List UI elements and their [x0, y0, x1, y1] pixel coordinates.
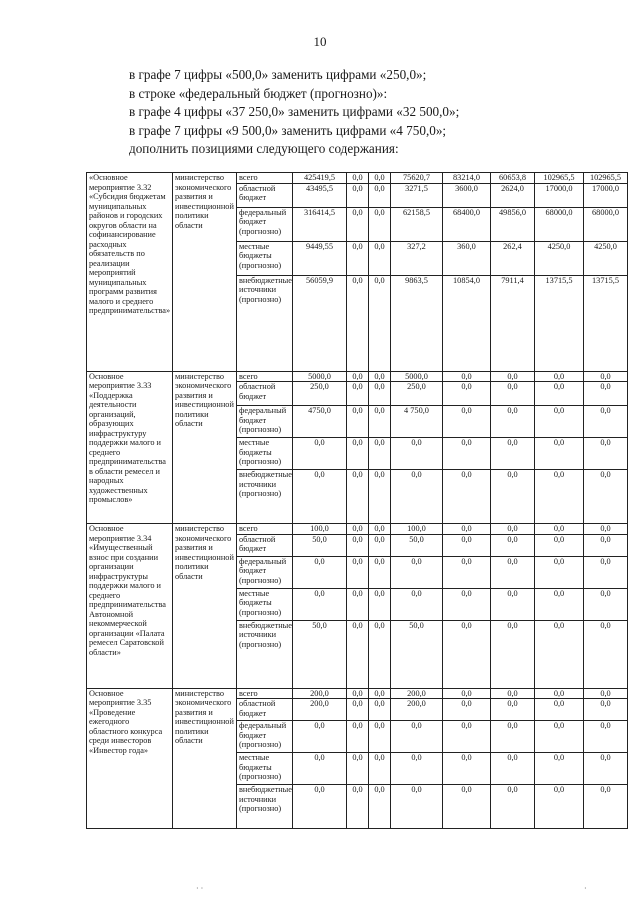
amount-cell: 10854,0	[443, 275, 491, 371]
amount-cell: 0,0	[293, 721, 347, 753]
funding-source: местные бюджеты (прогнозно)	[237, 753, 293, 785]
amount-cell: 0,0	[584, 382, 628, 406]
amount-cell: 0,0	[443, 556, 491, 588]
amount-cell: 0,0	[391, 438, 443, 470]
funding-source: федеральный бюджет (прогнозно)	[237, 556, 293, 588]
amount-cell: 0,0	[347, 382, 369, 406]
amount-cell: 0,0	[443, 406, 491, 438]
funding-source: федеральный бюджет (прогнозно)	[237, 721, 293, 753]
amount-cell: 100,0	[293, 524, 347, 535]
amount-cell: 0,0	[347, 721, 369, 753]
amount-cell: 0,0	[535, 470, 584, 524]
amount-cell: 0,0	[347, 699, 369, 721]
amount-cell: 0,0	[535, 588, 584, 620]
amount-cell: 7911,4	[491, 275, 535, 371]
amount-cell: 0,0	[443, 382, 491, 406]
amount-cell: 0,0	[369, 241, 391, 275]
amount-cell: 0,0	[347, 524, 369, 535]
amount-cell: 0,0	[347, 470, 369, 524]
amount-cell: 0,0	[391, 588, 443, 620]
funding-source: внебюджетные источники (прогнозно)	[237, 275, 293, 371]
amount-cell: 200,0	[293, 688, 347, 699]
amount-cell: 0,0	[391, 721, 443, 753]
scan-mark: · ·	[196, 884, 204, 893]
amount-cell: 0,0	[369, 371, 391, 382]
amount-cell: 0,0	[443, 438, 491, 470]
amount-cell: 0,0	[347, 688, 369, 699]
amount-cell: 0,0	[369, 183, 391, 207]
amount-cell: 0,0	[491, 753, 535, 785]
amount-cell: 0,0	[443, 371, 491, 382]
amendment-line: дополнить позициями следующего содержания:	[129, 141, 399, 156]
table-row	[87, 688, 628, 699]
amount-cell: 56059,9	[293, 275, 347, 371]
funding-table	[86, 172, 628, 829]
amount-cell: 0,0	[369, 688, 391, 699]
amount-cell: 0,0	[535, 721, 584, 753]
amount-cell: 0,0	[347, 753, 369, 785]
amount-cell: 4250,0	[535, 241, 584, 275]
amount-cell: 0,0	[491, 721, 535, 753]
amount-cell: 0,0	[491, 406, 535, 438]
amount-cell: 0,0	[535, 785, 584, 829]
amount-cell: 262,4	[491, 241, 535, 275]
amount-cell: 0,0	[347, 183, 369, 207]
measure-name: Основное мероприятие 3.33 «Поддержка деятельности организаций, образующих инфраструктуру поддержки малого и среднего предпринимательства в области ремесел и народных художественных промыслов»	[87, 371, 173, 524]
amount-cell: 0,0	[391, 753, 443, 785]
amount-cell: 0,0	[369, 470, 391, 524]
executor: министерство экономического развития и инвестиционной политики области	[173, 524, 237, 689]
amount-cell: 0,0	[491, 438, 535, 470]
amendment-line: в графе 4 цифры «37 250,0» заменить цифрами «32 500,0»;	[129, 104, 460, 119]
amount-cell: 0,0	[535, 556, 584, 588]
amount-cell: 0,0	[584, 721, 628, 753]
amount-cell: 0,0	[584, 371, 628, 382]
amount-cell: 0,0	[347, 785, 369, 829]
amount-cell: 0,0	[369, 721, 391, 753]
amount-cell: 50,0	[293, 534, 347, 556]
funding-source: областной бюджет	[237, 183, 293, 207]
amount-cell: 3271,5	[391, 183, 443, 207]
amount-cell: 50,0	[391, 534, 443, 556]
amount-cell: 0,0	[369, 534, 391, 556]
amount-cell: 250,0	[391, 382, 443, 406]
amount-cell: 0,0	[347, 406, 369, 438]
amendment-text	[129, 66, 459, 159]
amount-cell: 0,0	[347, 438, 369, 470]
table-row	[87, 371, 628, 382]
amount-cell: 17000,0	[535, 183, 584, 207]
amount-cell: 2624,0	[491, 183, 535, 207]
amount-cell: 13715,5	[535, 275, 584, 371]
amount-cell: 4250,0	[584, 241, 628, 275]
funding-source: всего	[237, 173, 293, 184]
amount-cell: 0,0	[584, 438, 628, 470]
amount-cell: 200,0	[293, 699, 347, 721]
amount-cell: 0,0	[443, 699, 491, 721]
amount-cell: 68400,0	[443, 207, 491, 241]
executor: министерство экономического развития и инвестиционной политики области	[173, 173, 237, 372]
measure-name: «Основное мероприятие 3.32 «Субсидия бюджетам муниципальных районов и городских округов области на софинансирование расходных обязательств по реализации мероприятий муниципальных программ развития малого и среднего предпринимательства»	[87, 173, 173, 372]
measure-name: Основное мероприятие 3.34 «Имущественный взнос при создании организации инфраструктуры поддержки малого и среднего предпринимательства Автономной некоммерческой организации «Палата ремесел Саратовской области»	[87, 524, 173, 689]
amount-cell: 0,0	[491, 470, 535, 524]
amount-cell: 0,0	[369, 438, 391, 470]
amount-cell: 0,0	[584, 620, 628, 688]
amount-cell: 0,0	[347, 207, 369, 241]
amount-cell: 60653,8	[491, 173, 535, 184]
table-body	[87, 173, 628, 829]
amount-cell: 0,0	[584, 753, 628, 785]
amount-cell: 0,0	[491, 556, 535, 588]
page-number: 10	[313, 34, 327, 49]
amount-cell: 0,0	[535, 406, 584, 438]
amount-cell: 0,0	[443, 620, 491, 688]
amount-cell: 100,0	[391, 524, 443, 535]
amount-cell: 0,0	[535, 699, 584, 721]
amount-cell: 0,0	[443, 534, 491, 556]
funding-source: внебюджетные источники (прогнозно)	[237, 470, 293, 524]
amount-cell: 0,0	[347, 588, 369, 620]
funding-source: всего	[237, 524, 293, 535]
funding-source: внебюджетные источники (прогнозно)	[237, 620, 293, 688]
amount-cell: 0,0	[443, 470, 491, 524]
amount-cell: 0,0	[369, 753, 391, 785]
amount-cell: 0,0	[491, 382, 535, 406]
amount-cell: 0,0	[584, 785, 628, 829]
amount-cell: 0,0	[584, 524, 628, 535]
amount-cell: 0,0	[443, 588, 491, 620]
amount-cell: 0,0	[369, 524, 391, 535]
funding-source: федеральный бюджет (прогнозно)	[237, 406, 293, 438]
amount-cell: 0,0	[584, 406, 628, 438]
amount-cell: 102965,5	[535, 173, 584, 184]
executor: министерство экономического развития и инвестиционной политики области	[173, 371, 237, 524]
amount-cell: 0,0	[491, 620, 535, 688]
amount-cell: 0,0	[369, 382, 391, 406]
amount-cell: 316414,5	[293, 207, 347, 241]
amount-cell: 17000,0	[584, 183, 628, 207]
funding-source: внебюджетные источники (прогнозно)	[237, 785, 293, 829]
funding-source: областной бюджет	[237, 534, 293, 556]
amount-cell: 5000,0	[293, 371, 347, 382]
amount-cell: 0,0	[369, 556, 391, 588]
amount-cell: 0,0	[369, 173, 391, 184]
amount-cell: 0,0	[347, 556, 369, 588]
amount-cell: 0,0	[369, 275, 391, 371]
amount-cell: 0,0	[491, 371, 535, 382]
amount-cell: 250,0	[293, 382, 347, 406]
amount-cell: 49856,0	[491, 207, 535, 241]
amount-cell: 83214,0	[443, 173, 491, 184]
amount-cell: 0,0	[584, 470, 628, 524]
amount-cell: 0,0	[535, 438, 584, 470]
amount-cell: 0,0	[369, 785, 391, 829]
amount-cell: 0,0	[369, 620, 391, 688]
funding-source: местные бюджеты (прогнозно)	[237, 241, 293, 275]
funding-source: областной бюджет	[237, 699, 293, 721]
amount-cell: 4 750,0	[391, 406, 443, 438]
amount-cell: 50,0	[293, 620, 347, 688]
amount-cell: 0,0	[347, 241, 369, 275]
amount-cell: 0,0	[443, 721, 491, 753]
amount-cell: 200,0	[391, 699, 443, 721]
amount-cell: 0,0	[293, 588, 347, 620]
amount-cell: 0,0	[491, 588, 535, 620]
amount-cell: 0,0	[491, 785, 535, 829]
table-row	[87, 524, 628, 535]
amount-cell: 0,0	[584, 534, 628, 556]
amount-cell: 0,0	[391, 556, 443, 588]
funding-source: всего	[237, 688, 293, 699]
amendment-line: в строке «федеральный бюджет (прогнозно)»:	[129, 85, 388, 101]
amount-cell: 0,0	[369, 207, 391, 241]
amount-cell: 0,0	[584, 556, 628, 588]
amendment-line: в графе 7 цифры «9 500,0» заменить цифрами «4 750,0»;	[129, 122, 447, 138]
scan-mark: ·	[584, 884, 587, 893]
amount-cell: 0,0	[293, 556, 347, 588]
amount-cell: 0,0	[535, 688, 584, 699]
executor: министерство экономического развития и инвестиционной политики области	[173, 688, 237, 829]
amount-cell: 0,0	[369, 588, 391, 620]
amount-cell: 0,0	[584, 688, 628, 699]
amount-cell: 0,0	[391, 785, 443, 829]
amount-cell: 0,0	[443, 785, 491, 829]
amount-cell: 0,0	[293, 753, 347, 785]
amendment-line: в графе 7 цифры «500,0» заменить цифрами «250,0»;	[129, 67, 427, 82]
amount-cell: 0,0	[347, 275, 369, 371]
amount-cell: 4750,0	[293, 406, 347, 438]
amount-cell: 0,0	[369, 699, 391, 721]
amount-cell: 0,0	[347, 173, 369, 184]
amount-cell: 62158,5	[391, 207, 443, 241]
funding-source: местные бюджеты (прогнозно)	[237, 588, 293, 620]
amount-cell: 0,0	[443, 524, 491, 535]
amount-cell: 0,0	[584, 699, 628, 721]
amount-cell: 0,0	[535, 382, 584, 406]
amount-cell: 3600,0	[443, 183, 491, 207]
amount-cell: 0,0	[293, 785, 347, 829]
amount-cell: 0,0	[535, 371, 584, 382]
funding-source: местные бюджеты (прогнозно)	[237, 438, 293, 470]
amount-cell: 43495,5	[293, 183, 347, 207]
amount-cell: 0,0	[491, 534, 535, 556]
funding-source: федеральный бюджет (прогнозно)	[237, 207, 293, 241]
amount-cell: 102965,5	[584, 173, 628, 184]
amount-cell: 0,0	[391, 470, 443, 524]
amount-cell: 13715,5	[584, 275, 628, 371]
amount-cell: 9449,55	[293, 241, 347, 275]
amount-cell: 0,0	[347, 371, 369, 382]
amount-cell: 327,2	[391, 241, 443, 275]
amount-cell: 9863,5	[391, 275, 443, 371]
measure-name: Основное мероприятие 3.35 «Проведение ежегодного областного конкурса среди инвесторов «Инвестор года»	[87, 688, 173, 829]
table-row	[87, 173, 628, 184]
amount-cell: 0,0	[347, 620, 369, 688]
amount-cell: 0,0	[584, 588, 628, 620]
amount-cell: 0,0	[347, 534, 369, 556]
amount-cell: 0,0	[491, 524, 535, 535]
amount-cell: 0,0	[535, 534, 584, 556]
amount-cell: 0,0	[535, 753, 584, 785]
amount-cell: 0,0	[293, 470, 347, 524]
amount-cell: 68000,0	[584, 207, 628, 241]
amount-cell: 360,0	[443, 241, 491, 275]
amount-cell: 0,0	[369, 406, 391, 438]
amount-cell: 0,0	[491, 688, 535, 699]
funding-source: областной бюджет	[237, 382, 293, 406]
amount-cell: 425419,5	[293, 173, 347, 184]
amount-cell: 0,0	[293, 438, 347, 470]
amount-cell: 75620,7	[391, 173, 443, 184]
amount-cell: 68000,0	[535, 207, 584, 241]
amount-cell: 200,0	[391, 688, 443, 699]
amount-cell: 0,0	[443, 753, 491, 785]
amount-cell: 0,0	[443, 688, 491, 699]
amount-cell: 50,0	[391, 620, 443, 688]
funding-source: всего	[237, 371, 293, 382]
amount-cell: 0,0	[491, 699, 535, 721]
amount-cell: 0,0	[535, 620, 584, 688]
amount-cell: 0,0	[535, 524, 584, 535]
amount-cell: 5000,0	[391, 371, 443, 382]
